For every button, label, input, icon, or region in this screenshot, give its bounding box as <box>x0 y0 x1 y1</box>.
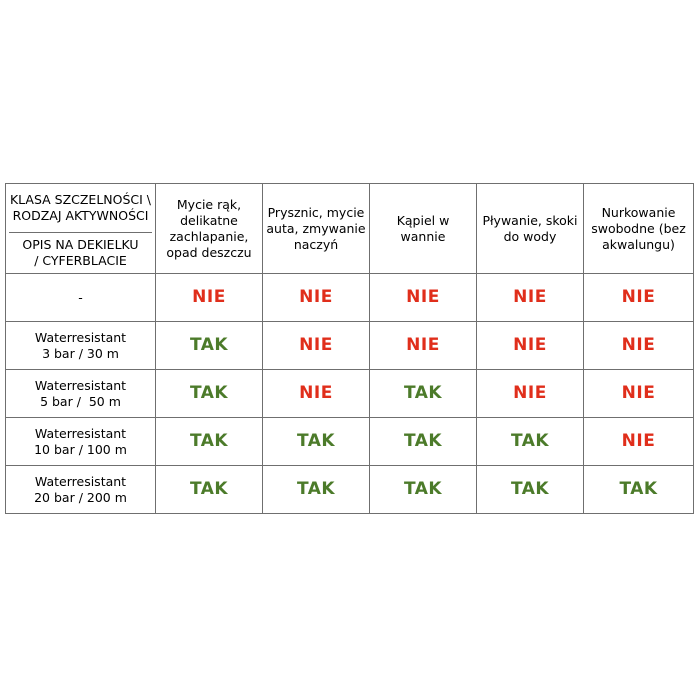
value-yes: TAK <box>189 479 229 499</box>
column-header-line: Nurkowanie <box>601 204 676 220</box>
value-no: NIE <box>621 431 656 451</box>
water-resistance-table <box>5 183 694 514</box>
suitability-cell <box>156 370 263 418</box>
table-row <box>6 370 694 418</box>
column-header-line: wannie <box>400 228 446 244</box>
activity-column-header <box>263 184 370 274</box>
value-no: NIE <box>299 383 333 403</box>
suitability-cell <box>477 322 584 370</box>
value-yes: TAK <box>189 383 229 403</box>
column-header-line: opad deszczu <box>166 244 252 260</box>
table-row <box>6 274 694 322</box>
dial-description-header <box>9 233 152 273</box>
suitability-cell <box>263 322 370 370</box>
suitability-cell <box>477 466 584 514</box>
value-yes: TAK <box>510 479 550 499</box>
suitability-cell <box>156 466 263 514</box>
resistance-class-line: Waterresistant <box>34 425 127 441</box>
table-row <box>6 466 694 514</box>
column-header-line: naczyń <box>293 236 339 252</box>
suitability-cell <box>477 418 584 466</box>
activity-column-header <box>477 184 584 274</box>
value-yes: TAK <box>619 479 658 499</box>
column-header-line: delikatne <box>180 212 238 228</box>
value-yes: TAK <box>296 431 336 451</box>
column-header-line: swobodne (bez <box>591 220 686 236</box>
suitability-cell <box>370 370 477 418</box>
value-yes: TAK <box>510 431 550 451</box>
value-yes: TAK <box>189 431 229 451</box>
resistance-class-cell <box>6 322 156 370</box>
suitability-cell <box>263 370 370 418</box>
suitability-cell <box>263 418 370 466</box>
resistance-class-cell <box>6 418 156 466</box>
value-no: NIE <box>406 335 440 355</box>
value-no: NIE <box>299 335 333 355</box>
suitability-cell <box>584 370 694 418</box>
resistance-class-line: 20 bar / 200 m <box>34 489 127 505</box>
suitability-cell <box>370 418 477 466</box>
activity-column-header <box>156 184 263 274</box>
value-no: NIE <box>513 335 547 355</box>
suitability-cell <box>370 466 477 514</box>
resistance-class-line: 3 bar / 30 m <box>42 345 119 361</box>
suitability-cell <box>477 274 584 322</box>
resistance-class-line: Waterresistant <box>34 377 127 393</box>
value-no: NIE <box>621 335 656 355</box>
table-row <box>6 322 694 370</box>
value-yes: TAK <box>403 479 443 499</box>
corner-top-line: KLASA SZCZELNOŚCI \ <box>9 192 152 207</box>
value-yes: TAK <box>403 383 443 403</box>
column-header-line: Mycie rąk, <box>176 196 242 212</box>
suitability-cell <box>477 370 584 418</box>
value-yes: TAK <box>189 335 229 355</box>
activity-column-header <box>584 184 694 274</box>
value-no: NIE <box>513 287 547 307</box>
table-row <box>6 418 694 466</box>
value-no: NIE <box>299 287 333 307</box>
suitability-cell <box>263 274 370 322</box>
suitability-cell <box>156 274 263 322</box>
column-header-line: zachlapanie, <box>169 228 249 244</box>
suitability-cell <box>584 322 694 370</box>
suitability-cell <box>263 466 370 514</box>
value-no: NIE <box>513 383 547 403</box>
activity-column-header <box>370 184 477 274</box>
suitability-cell <box>584 418 694 466</box>
corner-top-line: RODZAJ AKTYWNOŚCI <box>12 208 149 223</box>
suitability-cell <box>370 322 477 370</box>
corner-bottom-line: OPIS NA DEKIELKU <box>22 237 139 252</box>
value-no: NIE <box>406 287 440 307</box>
column-header-line: Kąpiel w <box>396 212 450 228</box>
header-row <box>6 184 694 274</box>
resistance-class-line: - <box>78 289 83 305</box>
value-yes: TAK <box>296 479 336 499</box>
suitability-cell <box>156 322 263 370</box>
value-no: NIE <box>621 383 656 403</box>
column-header-line: Pływanie, skoki <box>482 212 578 228</box>
suitability-cell <box>584 274 694 322</box>
resistance-class-cell <box>6 370 156 418</box>
suitability-cell <box>584 466 694 514</box>
corner-header-cell <box>6 184 156 274</box>
resistance-class-line: Waterresistant <box>34 473 127 489</box>
suitability-cell <box>370 274 477 322</box>
resistance-class-line: 10 bar / 100 m <box>34 441 127 457</box>
column-header-line: do wody <box>503 228 557 244</box>
resistance-class-line: Waterresistant <box>34 329 127 345</box>
activity-type-header <box>9 184 152 233</box>
column-header-line: auta, zmywanie <box>266 220 366 236</box>
value-no: NIE <box>192 287 226 307</box>
value-no: NIE <box>621 287 656 307</box>
corner-bottom-line: / CYFERBLACIE <box>34 253 127 268</box>
resistance-class-cell <box>6 466 156 514</box>
value-yes: TAK <box>403 431 443 451</box>
resistance-class-cell <box>6 274 156 322</box>
suitability-cell <box>156 418 263 466</box>
resistance-class-line: 5 bar / 50 m <box>40 393 121 409</box>
column-header-line: akwalungu) <box>602 236 675 252</box>
column-header-line: Prysznic, mycie <box>267 204 365 220</box>
